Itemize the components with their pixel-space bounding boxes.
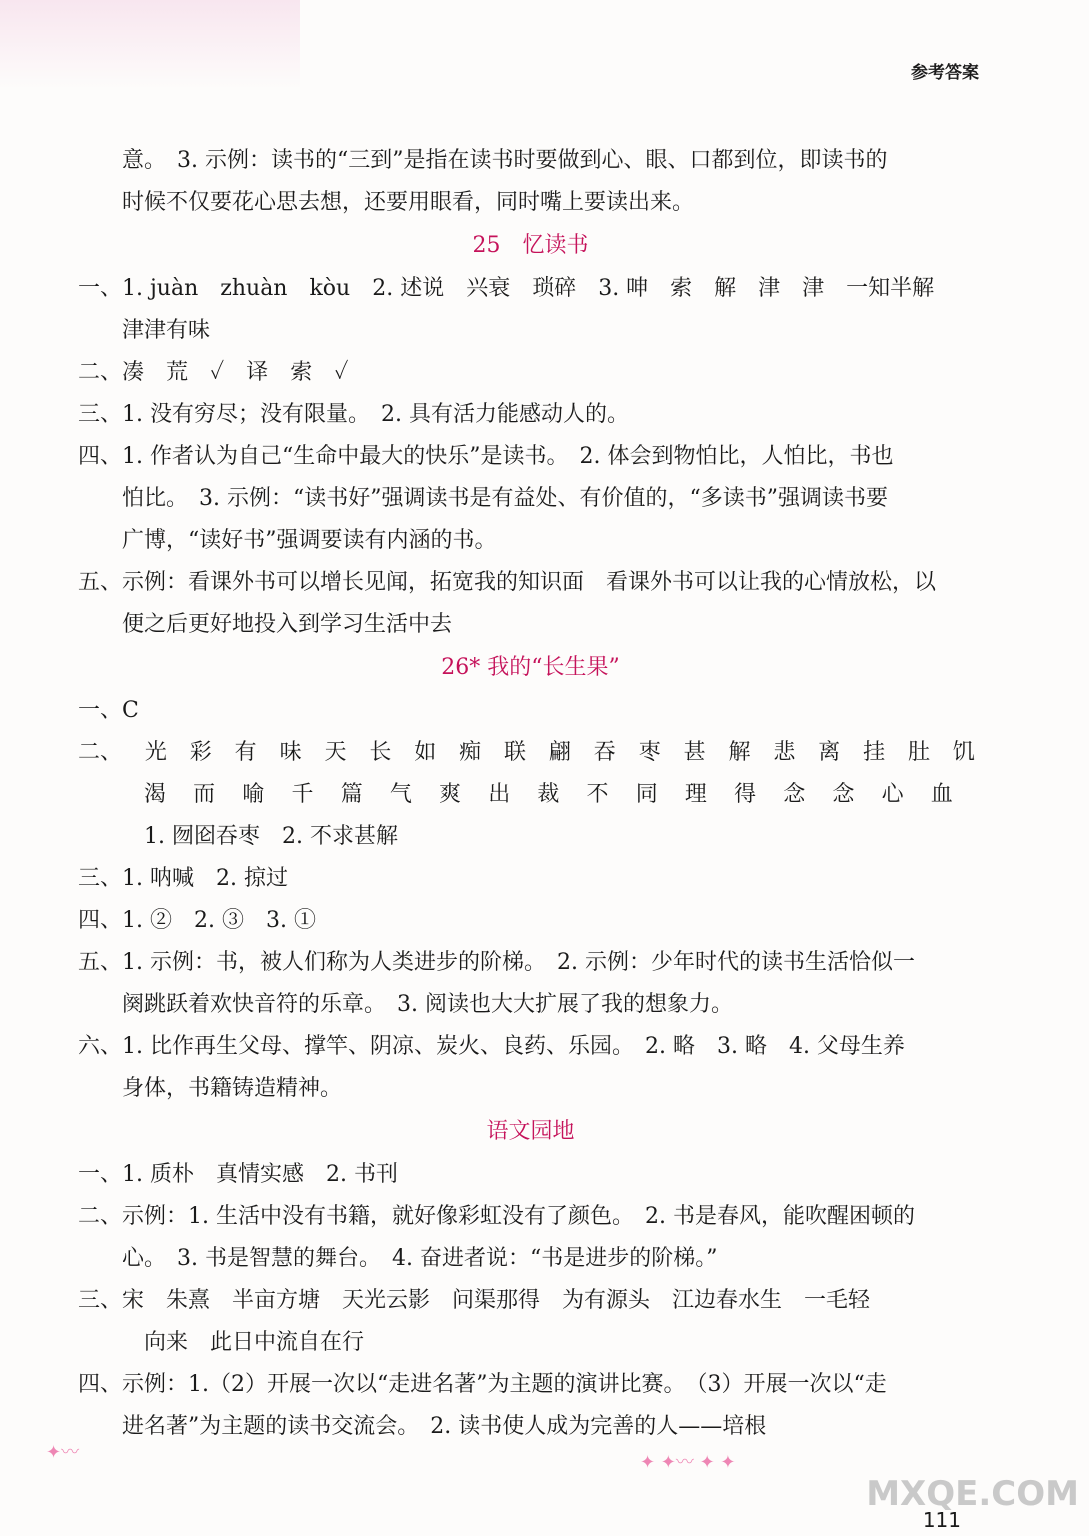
flower-decoration-icon: ✦〰 [46, 1442, 80, 1463]
row-label: 二、 [78, 740, 123, 765]
char: 念 [783, 782, 806, 807]
char: 天 [324, 740, 347, 765]
char: 得 [734, 782, 757, 807]
char: 裁 [537, 782, 560, 807]
char: 如 [414, 740, 437, 765]
s25-line: 一、1. juàn zhuàn kòu 2. 述说 兴衰 琐碎 3. 呻 索 解 津 津 一知半解 [78, 276, 935, 301]
char: 心 [881, 782, 904, 807]
s25-line: 三、1. 没有穷尽；没有限量。 2. 具有活力能感动人的。 [78, 402, 629, 427]
char: 肚 [908, 740, 931, 765]
char: 爽 [439, 782, 462, 807]
char: 吞 [593, 740, 616, 765]
char: 喻 [242, 782, 265, 807]
s25-line: 津津有味 [122, 318, 211, 343]
s26-line: 身体，书籍铸造精神。 [122, 1076, 343, 1101]
garden-line: 三、宋 朱熹 半亩方塘 天光云影 问渠那得 为有源头 江边春水生 一毛轻 [78, 1288, 871, 1313]
section-title-25: 25 忆读书 [472, 233, 589, 258]
char: 悲 [773, 740, 796, 765]
s25-line: 四、1. 作者认为自己“生命中最大的快乐”是读书。 2. 体会到物怕比，人怕比，书也 [78, 444, 894, 469]
s25-line: 广博，“读好书”强调要读有内涵的书。 [122, 528, 497, 553]
s25-line: 怕比。 3. 示例：“读书好”强调读书是有益处、有价值的，“多读书”强调读书要 [122, 486, 888, 511]
page-header: 参考答案 [911, 63, 979, 83]
char: 光 [144, 740, 167, 765]
s25-line: 便之后更好地投入到学习生活中去 [122, 612, 453, 637]
char: 解 [728, 740, 751, 765]
char: 出 [488, 782, 511, 807]
section-title-26: 26* 我的“长生果” [441, 655, 620, 680]
char: 挂 [863, 740, 886, 765]
top-decoration [0, 0, 300, 90]
char: 千 [291, 782, 314, 807]
char: 渴 [144, 782, 167, 807]
flower-decoration-icon: ✦ ✦〰 ✦ ✦ [640, 1452, 736, 1473]
char: 翩 [548, 740, 571, 765]
s26-line: 1. 囫囵吞枣 2. 不求甚解 [144, 824, 398, 849]
char: 血 [930, 782, 953, 807]
s25-line: 二、凑 荒 ✓ 译 索 ✓ [78, 360, 349, 385]
char: 不 [586, 782, 609, 807]
char: 甚 [683, 740, 706, 765]
char: 离 [818, 740, 841, 765]
garden-line: 进名著”为主题的读书交流会。 2. 读书使人成为完善的人——培根 [122, 1414, 767, 1439]
s26-line: 三、1. 呐喊 2. 掠过 [78, 866, 288, 891]
garden-line: 一、1. 质朴 真情实感 2. 书刊 [78, 1162, 398, 1187]
garden-line: 心。 3. 书是智慧的舞台。 4. 奋进者说：“书是进步的阶梯。” [122, 1246, 718, 1271]
char: 气 [389, 782, 412, 807]
intro-line-1: 意。 3. 示例：读书的“三到”是指在读书时要做到心、眼、口都到位，即读书的 [122, 148, 888, 173]
char-row-1 [78, 732, 983, 774]
garden-line: 向来 此日中流自在行 [144, 1330, 365, 1355]
s26-line: 阕跳跃着欢快音符的乐章。 3. 阅读也大大扩展了我的想象力。 [122, 992, 733, 1017]
char: 同 [635, 782, 658, 807]
section-title-garden: 语文园地 [486, 1119, 575, 1144]
intro-line-2: 时候不仅要花心思去想，还要用眼看，同时嘴上要读出来。 [122, 190, 695, 215]
char: 彩 [189, 740, 212, 765]
char-row-2 [78, 774, 983, 816]
s26-line: 四、1. ② 2. ③ 3. ① [78, 908, 316, 933]
char: 长 [369, 740, 392, 765]
s26-line: 六、1. 比作再生父母、撑竿、阴凉、炭火、良药、乐园。 2. 略 3. 略 4. 父母生养 [78, 1034, 905, 1059]
answer-content [78, 140, 983, 1448]
char: 联 [504, 740, 527, 765]
char: 有 [234, 740, 257, 765]
char: 理 [684, 782, 707, 807]
page-number: 111 [922, 1508, 961, 1532]
char: 篇 [340, 782, 363, 807]
char: 痴 [459, 740, 482, 765]
s26-line: 五、1. 示例：书，被人们称为人类进步的阶梯。 2. 示例：少年时代的读书生活恰似一 [78, 950, 915, 975]
s25-line: 五、示例：看课外书可以增长见闻，拓宽我的知识面 看课外书可以让我的心情放松，以 [78, 570, 937, 595]
char: 念 [832, 782, 855, 807]
watermark: MXQE.COM [866, 1474, 1079, 1514]
char: 而 [193, 782, 216, 807]
s26-line: 一、C [78, 698, 139, 723]
char: 饥 [952, 740, 975, 765]
garden-line: 四、示例：1.（2）开展一次以“走进名著”为主题的演讲比赛。 （3）开展一次以“走 [78, 1372, 887, 1397]
char: 味 [279, 740, 302, 765]
garden-line: 二、示例：1. 生活中没有书籍，就好像彩虹没有了颜色。 2. 书是春风，能吹醒困顿的 [78, 1204, 915, 1229]
char: 枣 [638, 740, 661, 765]
